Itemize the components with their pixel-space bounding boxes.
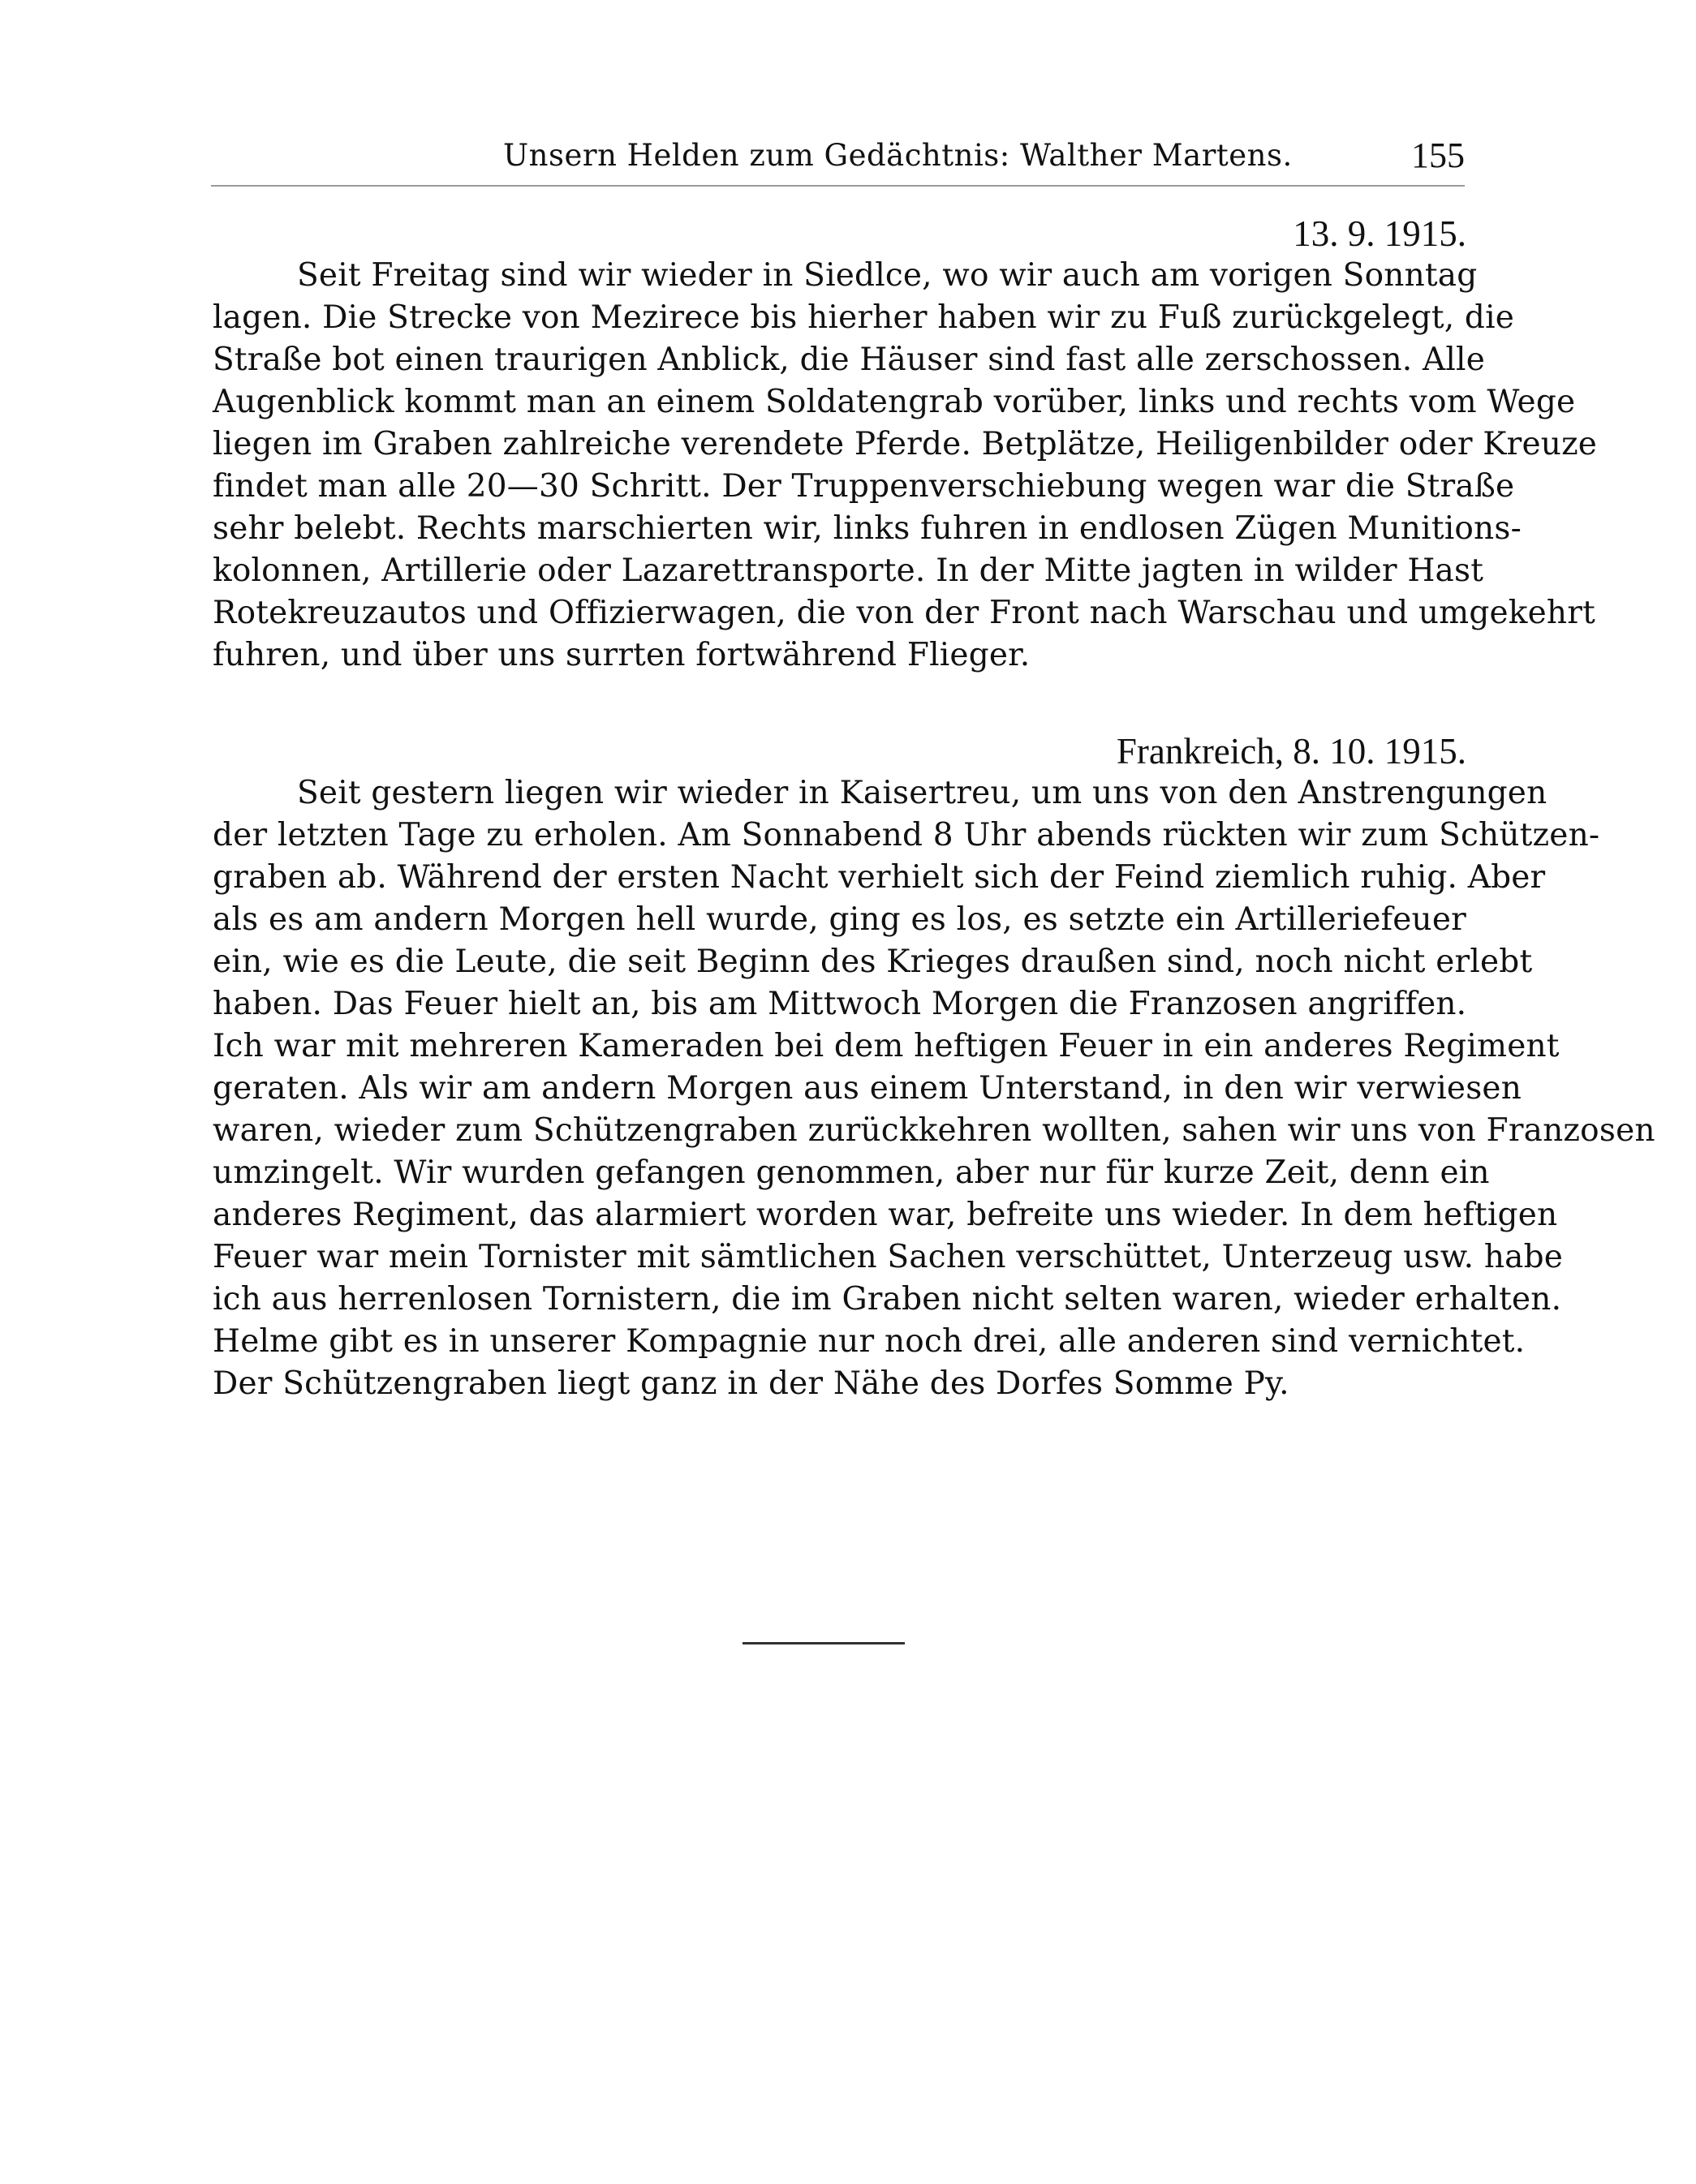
text-line: waren, wieder zum Schützengraben zurückkehren wollten, sahen wir uns von Franzosen [213,1112,1655,1149]
text-line: ich aus herrenlosen Tornistern, die im Graben nicht selten waren, wieder erhalten. [213,1281,1562,1318]
text-line: Seit gestern liegen wir wieder in Kaisertreu, um uns von den Anstrengungen [297,775,1547,811]
text-line: liegen im Graben zahlreiche verendete Pferde. Betplätze, Heiligenbilder oder Kreuze [213,426,1598,462]
text-line: lagen. Die Strecke von Mezirece bis hierher haben wir zu Fuß zurückgelegt, die [213,299,1515,336]
text-line: haben. Das Feuer hielt an, bis am Mittwoch Morgen die Franzosen angriffen. [213,986,1467,1022]
entry-dateline: Frankreich, 8. 10. 1915. [1116,731,1466,772]
text-line: Seit Freitag sind wir wieder in Siedlce, wo wir auch am vorigen Sonntag [297,257,1478,294]
text-line: Augenblick kommt man an einem Soldatengrab vorüber, links und rechts vom Wege [213,384,1576,420]
text-line: sehr belebt. Rechts marschierten wir, links fuhren in endlosen Zügen Munitions- [213,510,1522,547]
header-divider [211,185,1465,187]
text-line: geraten. Als wir am andern Morgen aus einem Unterstand, in den wir verwiesen [213,1070,1522,1107]
text-line: Helme gibt es in unserer Kompagnie nur noch drei, alle anderen sind vernichtet. [213,1323,1526,1360]
text-line: ein, wie es die Leute, die seit Beginn des Krieges draußen sind, noch nicht erlebt [213,944,1533,980]
page-number: 155 [1411,135,1465,175]
entry-paragraph [213,255,1598,677]
entry-paragraph [213,772,1655,1405]
text-line: anderes Regiment, das alarmiert worden war, befreite uns wieder. In dem heftigen [213,1197,1558,1233]
running-head [211,135,1465,187]
diary-entry-2 [213,730,1655,1405]
text-line: umzingelt. Wir wurden gefangen genommen, aber nur für kurze Zeit, denn ein [213,1154,1490,1191]
text-line: der letzten Tage zu erholen. Am Sonnabend 8 Uhr abends rückten wir zum Schützen- [213,817,1600,853]
text-line: als es am andern Morgen hell wurde, ging es los, es setzte ein Artilleriefeuer [213,901,1466,938]
text-line: findet man alle 20—30 Schritt. Der Truppenverschiebung wegen war die Straße [213,468,1515,505]
text-line: Feuer war mein Tornister mit sämtlichen Sachen verschüttet, Unterzeug usw. habe [213,1239,1564,1275]
diary-entry-1 [213,213,1598,677]
text-line: Straße bot einen traurigen Anblick, die Häuser sind fast alle zerschossen. Alle [213,342,1485,378]
text-line: kolonnen, Artillerie oder Lazarettransporte. In der Mitte jagten in wilder Hast [213,552,1484,589]
running-title: Unsern Helden zum Gedächtnis: Walther Martens. [503,138,1293,173]
text-line: fuhren, und über uns surrten fortwährend Flieger. [213,637,1031,673]
text-line: Rotekreuzautos und Offizierwagen, die von der Front nach Warschau und umgekehrt [213,595,1595,631]
entry-dateline: 13. 9. 1915. [1293,213,1466,254]
text-line: graben ab. Während der ersten Nacht verhielt sich der Feind ziemlich ruhig. Aber [213,859,1546,896]
text-line: Ich war mit mehreren Kameraden bei dem heftigen Feuer in ein anderes Regiment [213,1028,1560,1064]
end-divider [743,1642,905,1644]
text-line: Der Schützengraben liegt ganz in der Nähe des Dorfes Somme Py. [213,1365,1289,1402]
